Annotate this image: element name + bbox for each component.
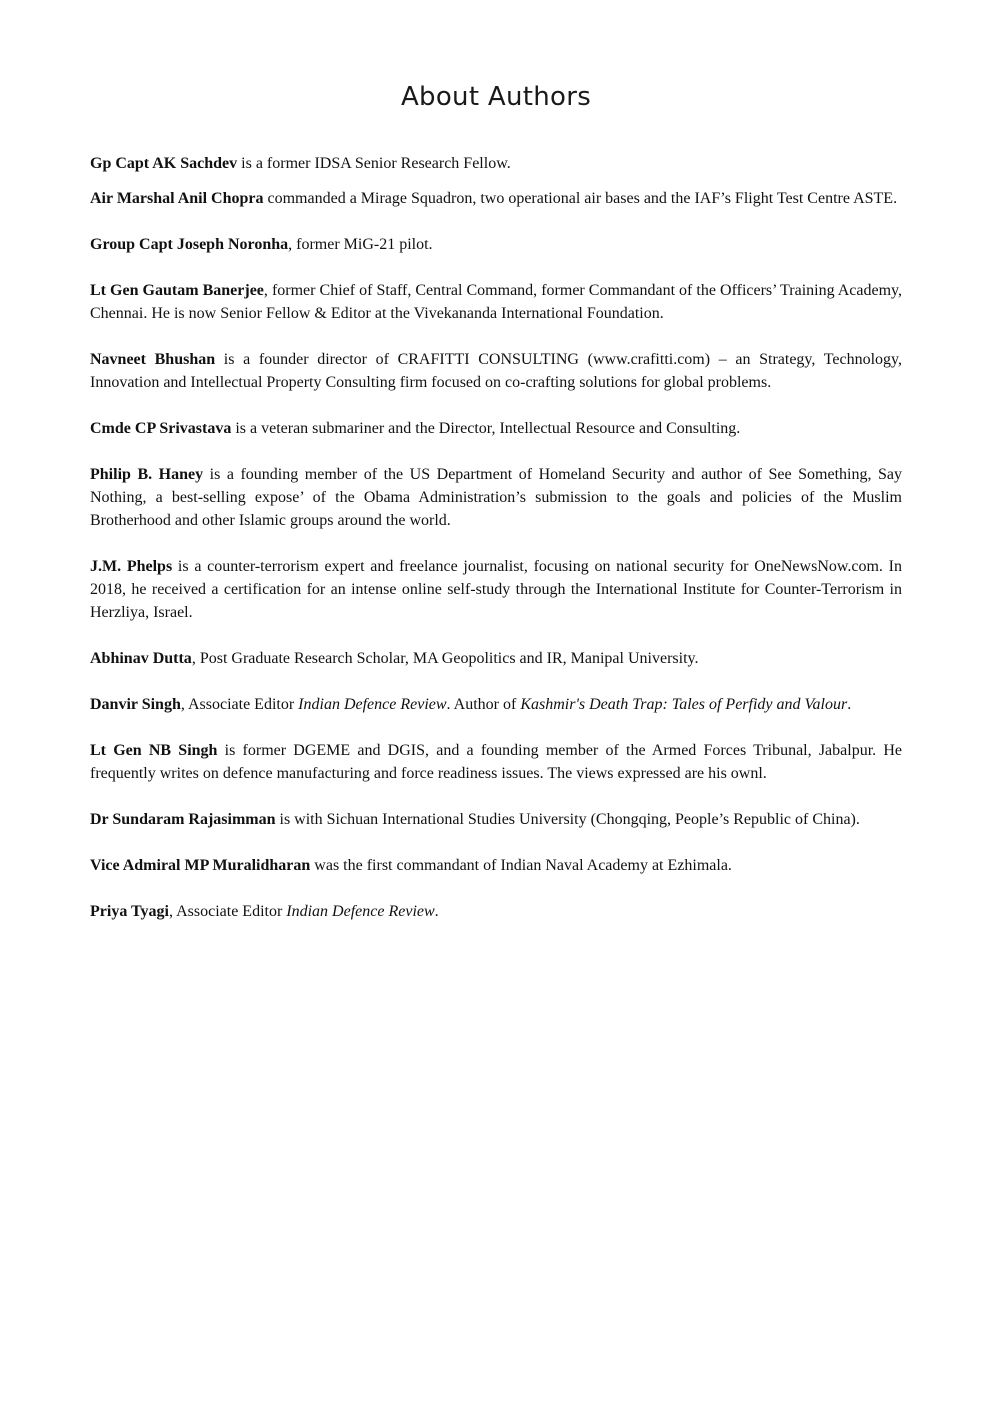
bio-text: is a counter-terrorism expert and freelance journalist, focusing on national security for OneNewsNow.com. In 2018, he received a certification for an intense online self-study through the International Institute for Counter-Terrorism in Herzliya, Israel.	[90, 558, 902, 621]
author-name: Group Capt Joseph Noronha	[90, 236, 289, 253]
author-bio	[90, 739, 902, 785]
bio-text: is a founder director of CRAFITTI CONSULTING (www.crafitti.com) – an Strategy, Technology, Innovation and Intellectual Property Consulting firm focused on co-crafting solutions for global problems.	[90, 351, 902, 391]
author-name: Priya Tyagi	[90, 903, 169, 920]
author-bio	[90, 808, 902, 831]
publication-title: Kashmir's Death Trap: Tales of Perfidy and Valour	[520, 696, 848, 713]
bio-text: , Associate Editor	[168, 903, 287, 920]
author-name: Gp Capt AK Sachdev	[90, 155, 238, 172]
author-name: Dr Sundaram Rajasimman	[90, 811, 276, 828]
author-bio	[90, 900, 902, 923]
bio-text: . Author of	[446, 696, 521, 713]
bio-text: commanded a Mirage Squadron, two operational air bases and the IAF’s Flight Test Centre ASTE.	[263, 190, 898, 207]
bio-text: , former Chief of Staff, Central Command, former Commandant of the Officers’ Training Academy, Chennai. He is now Senior Fellow & Editor at the Vivekananda International Foundation.	[90, 282, 903, 322]
author-name: Cmde CP Srivastava	[90, 420, 232, 437]
bio-text: is former DGEME and DGIS, and a founding member of the Armed Forces Tribunal, Jabalpur. He frequently writes on defence manufacturing and force readiness issues. The views expressed are his ownl.	[90, 742, 903, 782]
author-name: Abhinav Dutta	[90, 650, 192, 667]
bio-text: .	[434, 903, 439, 920]
bio-text: is a former IDSA Senior Research Fellow.	[237, 155, 511, 172]
bio-text: is with Sichuan International Studies University (Chongqing, People’s Republic of China).	[275, 811, 860, 828]
bio-text: , Associate Editor	[180, 696, 299, 713]
author-name: Navneet Bhushan	[90, 351, 216, 368]
bio-text: .	[847, 696, 852, 713]
bio-text: is a founding member of the US Department of Homeland Security and author of See Something, Say Nothing, a best-selling expose’ of the Obama Administration’s submission to the goals and policies of the Muslim Brotherhood and other Islamic groups around the world.	[90, 466, 902, 529]
author-name: J.M. Phelps	[90, 558, 173, 575]
author-bio	[90, 463, 902, 532]
author-name: Vice Admiral MP Muralidharan	[90, 857, 311, 874]
publication-title: Indian Defence Review	[286, 903, 435, 920]
bio-text: was the first commandant of Indian Naval Academy at Ezhimala.	[310, 857, 732, 874]
author-bio	[90, 854, 902, 877]
author-bio	[90, 187, 902, 210]
author-name: Lt Gen Gautam Banerjee	[90, 282, 264, 299]
author-name: Air Marshal Anil Chopra	[90, 190, 264, 207]
author-bio	[90, 152, 902, 175]
publication-title: Indian Defence Review	[298, 696, 447, 713]
author-name: Danvir Singh	[90, 696, 181, 713]
author-bio	[90, 279, 902, 325]
bio-text: is a veteran submariner and the Director, Intellectual Resource and Consulting.	[231, 420, 741, 437]
authors-list	[90, 152, 902, 946]
bio-text: , former MiG-21 pilot.	[288, 236, 433, 253]
author-bio	[90, 693, 902, 716]
author-name: Philip B. Haney	[90, 466, 204, 483]
author-bio	[90, 233, 902, 256]
author-bio	[90, 348, 902, 394]
bio-text: , Post Graduate Research Scholar, MA Geopolitics and IR, Manipal University.	[191, 650, 699, 667]
author-name: Lt Gen NB Singh	[90, 742, 218, 759]
author-bio	[90, 555, 902, 624]
author-bio	[90, 647, 902, 670]
author-bio	[90, 417, 902, 440]
page-title: About Authors	[400, 82, 592, 112]
